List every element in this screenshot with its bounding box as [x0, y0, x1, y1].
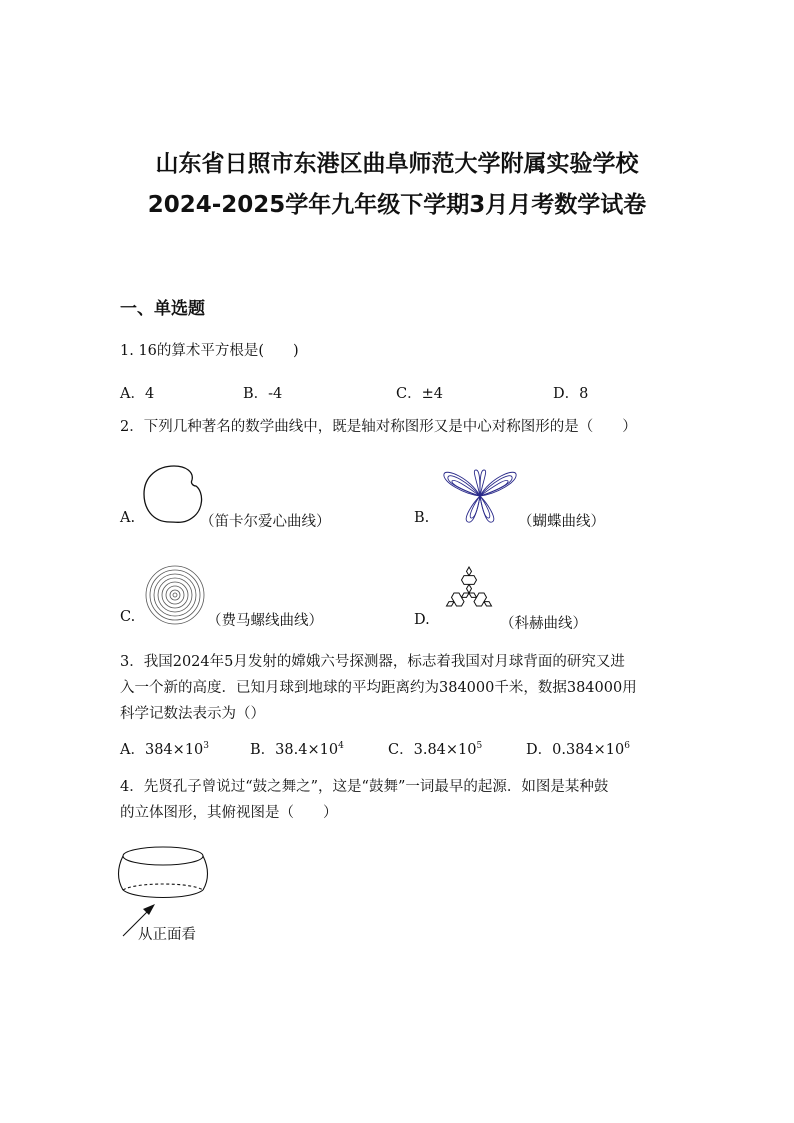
- q3-option-d: D．$0.384\times 10^6$: [526, 741, 630, 758]
- question-3-line3: 科学记数法表示为（）: [120, 706, 265, 722]
- question-4-line2: 的立体图形，其俯视图是（ ）: [120, 805, 338, 821]
- exam-title-line1: 山东省日照市东港区曲阜师范大学附属实验学校: [155, 151, 639, 177]
- q1-option-b: B．-4: [243, 386, 283, 402]
- q3-option-c: C．$3.84\times 10^5$: [388, 741, 483, 758]
- q3-option-a: A．$384\times 10^3$: [120, 741, 210, 758]
- q3-option-b: B．$38.4\times 10^4$: [250, 741, 344, 758]
- question-1-stem: 1. 16的算术平方根是( ): [120, 343, 299, 359]
- q2-option-d-caption: （科赫曲线）: [500, 616, 587, 632]
- q2-option-b-letter: B.: [414, 510, 430, 526]
- koch-snowflake-figure: [436, 556, 502, 626]
- question-3-line2: 入一个新的高度．已知月球到地球的平均距离约为384000千米，数据384000用: [120, 680, 637, 696]
- exam-title-line2: 2024-2025学年九年级下学期3月月考数学试卷: [147, 192, 647, 218]
- question-4-line1: 4．先贤孔子曾说过“鼓之舞之”，这是“鼓舞”一词最早的起源．如图是某种鼓: [120, 779, 609, 795]
- butterfly-curve-figure: [440, 468, 520, 526]
- q2-option-d-letter: D.: [414, 612, 430, 628]
- section-heading: 一、单选题: [120, 299, 205, 319]
- q2-option-c-letter: C.: [120, 609, 136, 625]
- q2-option-a-caption: （笛卡尔爱心曲线）: [200, 514, 331, 530]
- q2-option-c-caption: （费马螺线曲线）: [207, 613, 323, 629]
- q1-option-d: D．8: [553, 386, 589, 402]
- question-3-line1: 3．我国2024年5月发射的嫦娥六号探测器，标志着我国对月球背面的研究又进: [120, 654, 625, 670]
- fermat-spiral-figure: [143, 563, 207, 627]
- q1-option-c: C．±4: [396, 386, 443, 402]
- cardioid-curve-figure: [140, 462, 206, 526]
- question-2-stem: 2．下列几种著名的数学曲线中，既是轴对称图形又是中心对称图形的是（ ）: [120, 419, 637, 435]
- q2-option-a-letter: A.: [120, 510, 136, 526]
- q1-option-a: A．4: [120, 386, 155, 402]
- drum-view-label: 从正面看: [138, 927, 196, 943]
- q2-option-b-caption: （蝴蝶曲线）: [518, 514, 605, 530]
